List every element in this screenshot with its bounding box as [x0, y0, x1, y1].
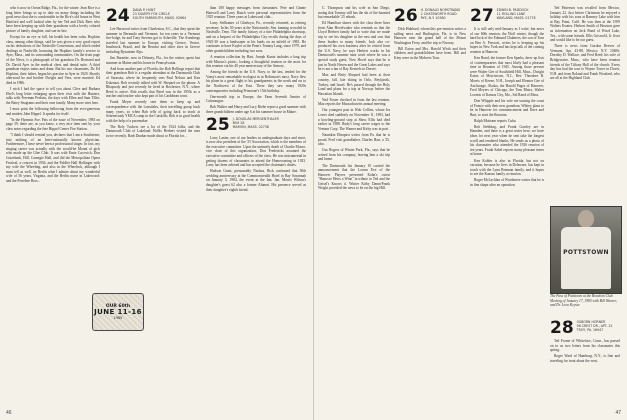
- left-column-3: [206, 6, 306, 406]
- right-column-1: [318, 6, 390, 406]
- secretary-address: 23 SILVERY FOX CIRCLE: [132, 12, 170, 16]
- paragraph: Bob Stebbing, and Frank Gawley are in Hamden, and there is a great series here; we have ideas for next year when he sent take the longest scroll and rendered blanks. He sends us a photo of his classmates who attended the 1926 reunion of ten years. Frank Sabel reports many pleasant times at home.: [470, 124, 544, 157]
- page-number-left: 46: [6, 410, 12, 416]
- badge-line-3: 1985: [113, 316, 123, 321]
- paragraph: Max and Betty Shepard had been at their country, fall, late skiing in Oslo, Reykjavik, Turkey, and Israel. He's passed through the Holy Land and plans for a trip at Norway before the Hawaiian Islands.: [318, 73, 390, 96]
- paragraph: Bill Eaton and Mrs. Harold Wirth and their children and grandchildren have been. Bill and Kiny were in the Midwest Tour.: [394, 46, 466, 61]
- class-year-number: 25: [206, 114, 230, 135]
- class-header: [206, 114, 306, 135]
- class-header: [394, 8, 466, 24]
- paragraph: Ken Bond, the former Ken Sparks, drew up lists of contemporaries that most likely had a pleasant time in Reunion of 1945. Among those present were Walter Gee of Southfield Hill, Mass., Dwight Eaton of Morristown, N.J., Rev. Theodore B. Morris of Keene, N.H., Joseph and Eleanor Gee of Anchorage, Alaska, the Harold Pages of Hanover, Fred Meyers of Chicago, the Tom Blairs, Walter Loomis of Kansas City, Mo., Sid Rand of Mass.: [470, 56, 544, 97]
- secretary-address: BOX 28: [232, 120, 245, 125]
- paragraph: There is news from Gordon Reeves of Vermont, Apt. 43-88, Mexico, N.Y. 10406: Dorothy D. Wallace, and Fred Reed, his wife of Bridgewater, Mass., who have been reunion friends of the Tiffany Hall of the church. Every day has had the tour to Wayne Tower in Dover, N.H. and from Roland and Frank Woodard, who are all at the Highland Club.: [550, 44, 620, 81]
- paragraph: who is now in Ocean Ridge, Fla., for the winter. Jean Rice is a long letter brings us up to date on many things including the good news that she is comfortable in the Rice's old house in West Hartford and well looked after by her Ted and Dick Rees who have been keeping up with their grandsons with a lovely colored picture of family daughter, and son-in-law.: [6, 6, 100, 33]
- secretary-name: H. DONALD NORSTRAND: [420, 8, 460, 12]
- paragraph: Don Whipple and his wife are touring the coast of France with their new grandson; Whitey plans to be in Hanover for commencement and Dave and Burt, to start the Reunion.: [470, 98, 544, 117]
- class-photo: [550, 206, 622, 294]
- secretary-city: SOUTH YARMOUTH, MASS. 02664: [132, 16, 187, 20]
- paragraph: I must print the following bellowing from the ever-generous and modest John Hippel. It speaks for itself:: [6, 106, 100, 116]
- class-header: [106, 8, 200, 24]
- class-secretary-info: [497, 8, 536, 20]
- secretary-city: RYE, N.Y. 10580: [420, 16, 446, 20]
- paragraph: Roger Ward of Hamburg, N.Y., is fine and traveling for trout about the west.: [550, 354, 620, 363]
- paragraph: A reunion collection by Hart, Joseph Kuntz includes a long trip with Marcus's picnic, looking a thoughtful reunion as the most for this reunion via his 40 year anniversary of the Armory.: [206, 54, 306, 69]
- right-column-4-lower: [550, 318, 620, 408]
- paragraph: Ralph Mottram reports Cuba.: [474, 118, 517, 123]
- paragraph: than 100 happy messages from classmates. Pete and Ginnie Hartwell and Larry Rauch were personal representatives from the 1925 reunion. Three years at Lakewood club...: [206, 6, 306, 20]
- class-year-number: 26: [394, 6, 418, 26]
- class-secretary-info: [421, 8, 460, 20]
- paragraph: Jim Barnette, now in Delaney, Fla., for the winter, spent last summer in Maine and his home in Pennsylvania.: [106, 56, 200, 65]
- paragraph: Ted Frome of Whiteface, Conn., has passed on to us two letters from his classmates this spring.: [550, 339, 620, 353]
- secretary-address: 2 CHATSWORTH ROAD: [420, 12, 457, 16]
- secretary-city: WAYLAND, MASS. 01778: [496, 16, 536, 20]
- paragraph: Ed Hamilton shares with the class these lines from Alan Hovelwaker who reminds us that the Lloyd Herbert family had to write that we made trip to see his daughter in the east and saw that these leaders to many friends. Jack also co-produced his own business after he retired from the U.S. Navy, he says Herbert works in his Dartmouth's summer tutor work where he was a special study guest. Now Hovel says that he is just in North Haven and the Great Lakes and says he is not a fan of Bay Kestrels in Dorset.: [318, 21, 390, 72]
- paragraph: Frank Meyer recently sent them to keep up and correspondence with the Lonsdales, their travelling group back many years, so when Bob tells of going back to teach at Schenectady YMCA camp in the Catskills; Bob is in good health with the help of a pacemaker.: [106, 100, 200, 123]
- secretary-name: EDWIN B. PADDOCK: [496, 8, 529, 12]
- paragraph: Hudson Grant, presumably Nashua, Rick continued that 50th wedding anniversary at the Commonwealth Hotel in Bay Savannah on January 3, 1984, the event at the Inn. Jan. Morris Wilson's daughter's guest 62 also a former Alumni. His presence served as their daughter's eighth friend.: [206, 169, 306, 192]
- person-head: [578, 210, 594, 228]
- paragraph: Ted Patterson was recalled from Mexico, January 22. Just before Christmas he enjoyed a holiday with his sons at Ramsey Lake with him at Bay Point, Calif. He was then at the 1959 Walters Estates. Herbert Smith of Houston gave us information on Jack Bond of Wood Lake, Tex., with some friends. Ellis Griswold, Jr. lives and would like to be our guest.: [550, 6, 620, 43]
- class-header: [550, 320, 620, 336]
- class-year-number: 27: [470, 6, 494, 26]
- class-secretary-info: [577, 320, 613, 332]
- reunion-badge: [92, 293, 144, 331]
- class-year-number: 28: [550, 318, 574, 338]
- class-secretary-info: [233, 117, 279, 129]
- paragraph: The Dartmouth list January 10 carried the announcement that the Lorum Eve of the Hanover Players presented Kahn's cutest "Hanover Heirs a Wine" in tribute to Ted and the Geisel's Knows it. Winter Kirby Dame/Frank Wright provided the news to be on the big Hill.: [318, 163, 390, 191]
- paragraph: Ken Kobler is also in Florida, but not on vacation, because he lives in Delaware, has kept in touch with the Lynn Brennan family, and it hopes to see the Kansas family at reunion.: [470, 158, 544, 177]
- right-page: [314, 0, 627, 420]
- left-column-1: [6, 6, 100, 406]
- class-header: [470, 8, 544, 24]
- paragraph: "I think I should remind you, declares that I am a Southerner, into nothing of an Inter-nationally known physician. Furthermore, I have never been a professional singer. In fact, my singing career was actually with the would-be Mount of girls who made up the Glee Club. It was with Ernie Cucovich, Don Gotzebark, Hill, Carnegie Hall, and did the Metropolitan Opera Festival, a concert in 1936, and the Fiddler Hall Hollinger with my wife the Wheeling, and also in the Wheelock, although I must tell as well, on Berlin what I admire about my wonderful wife of 56 years, Virginia, and the Berlin nurse in Lakewood: and the Ferrebee Bros...: [6, 132, 100, 183]
- paragraph: Naumkin Elmquist writes from Pa. that he is proud. Fred visit grandfather, Charles Hart, a '25, also.: [318, 132, 390, 147]
- paragraph: Bob Walker and Harry and Lucy Riebe report a good summer with three grandchildren under age 6 at his summer house in Maine.: [206, 105, 306, 114]
- badge-line-2: JUNE 11-16: [94, 307, 142, 316]
- secretary-city: TROY, PA. 16947: [576, 328, 604, 332]
- badge-line-1: OUR 60th: [105, 303, 131, 309]
- paragraph: Larry Lanier, one of our leaders in undergraduate days and since, is now also president of the '25 Association, which is the members of the executive committee. Upon the untimely death of Charlie Moore, vice chair of this organization, Don Fredericks assumed the executive committee and officers of the class. He was instrumental in getting dozens of classmates to attend the Homecoming in 1923. Larry has been advised and has accepted the chairman's duties.: [206, 135, 306, 168]
- photo-caption: The Pass of Pottstown at the Bowdoin Club Meeting of January 17, 1985 with Bill Warner, and Dr. Leon Keyser.: [550, 294, 617, 307]
- person-shirt: [561, 227, 611, 289]
- secretary-name: OSBORN HORNER: [576, 320, 606, 324]
- secretary-city: MARION, MASS. 02738: [232, 124, 269, 129]
- paragraph: Gus Rogers of Winter Park, Fla., says that he retired from his company, leaving him a ski trip and home.: [318, 148, 390, 162]
- right-column-3: [470, 6, 544, 406]
- paragraph: C. Thompson and his wife in San Diego, noting that Tommy still has the ski of the haunted but remarkable '25 rehash.: [318, 6, 390, 20]
- secretary-address: 11 ROLLING LANE: [496, 12, 526, 16]
- page-number-right: 47: [615, 410, 621, 416]
- paragraph: One-month trip in Europe, the Farm Seventh Armies of Cattaraugus.: [206, 94, 306, 104]
- right-column-2: [394, 6, 466, 406]
- paragraph: Larry Seilhamer of Gladwyn, Pa., recently returned, as retiring secretary. In his 50 years at the Nationwide, Sen. fanning crowded in Nashville, Tenn. The family history of a fine Philadelphia shortstop, and on a bequest of the Philadelphia City recalls during the days of 1925-30 was a landscaper at his lands on an infield of 1983. He continues to have Kuyler at the Penn's Tommy Lang, since 1979, and other grandchildren including two sons.: [206, 21, 306, 53]
- paragraph: The Roly Tuckers see a lot of the 1924 folks, and the Dartmouth Club of Lakeland. Hollis Herbert visited the area twice recently. Barb Dunbar made about to Florida for...: [106, 124, 200, 139]
- class-year-number: 24: [106, 6, 130, 26]
- paragraph: Our youngest past in Wob Collins, whose Ira Lester died suddenly on November 11, 1983, had a bowling-ground stop at Shea; Ellis had died earlier in 1988. Rudy's long career wages to the Ventnor Corp. The Wamer and Kirby was in part.: [318, 108, 390, 131]
- paragraph: "In the Hyannis Ave. Pats of the issue of November, 1983 on page 39, there are, as you know, a very nice item sent by your class notes regarding the fine Hippel Center Fire Station.: [6, 117, 100, 131]
- paragraph: Lee Harwood writes from Charleston, S.C., that they spent the summer in Bermuda and Vermont; for ten years in a Vermont fire-lodge, he and Tony Stevens got to Asheville. The Asenbergs traveled last summer to Europe, visiting Greece, Venice, Innsbruck, Brazil, and the Bernini and other sites in Greece including Byzantine Alps.: [106, 27, 200, 54]
- class-secretary-info: [133, 8, 186, 20]
- secretary-name: J. DOUGLAS MERGENTHALER: [232, 116, 279, 121]
- paragraph: It is still only mid-January as I write, but news of our 60th reunion, the Wolf winter, though the hard luck of the Edmund Chalmers, the son of Tom on Ben A. Prescott, writes he is keeping up his hopes in New York and has kept talk of the coming reunion at Hanover.: [470, 27, 544, 54]
- paragraph: Among the friends in the U.S. Navy, to the last, tended for the Vamy's most remarkable ecologist in in Robinson's most. Navy flew his plane in a great flight to his grandparents in the north and on to the Northwest of the East. There they saw many 1920s contemporaries including Prinstone's 15th birthday.: [206, 70, 306, 93]
- paragraph: Dick Hubbard, whom this pre-reunion writes a sailing news and Burlington, Fla. is in New Hanover near the grand hall of the Mount Washington Ferry, and the trip to Norway.: [394, 27, 466, 45]
- paragraph: Except for an eye or fall, his health has been calm. Hopkins class, among other things, said he was given a very good report on his deductions of the Nashville Convention, and which ended dealings in Nashville, honoring the Hopkins family's service to Ayer, Mass., and its surrounding communities. On the front page of the News, is a photograph of his grandson Dr. Bertrand and Dr. David Ayer in the medical chest and dental suite. A third grandson enjoys trains and drum. But his two classmates, Dr. Ed Hopkins, their father, began his practice in Ayer in 1929. Shortly afterward he and brother Dwight and Vera, were married. Ed died in 1986.: [6, 35, 100, 85]
- paragraph: I wish I had the space to tell you about Clive and Barbara Ebel's long letter enlarging upon their visit with the Hunters, talks with Freeman Perkins, the days with Ellen and Sam Tiller, the Batey Seagrams and their own family. Many more sites here.: [6, 87, 100, 105]
- paragraph: Roger McLachlan of Woodmere writes that he is in fine shape after an operation.: [470, 178, 544, 187]
- reunion-badge-area: [92, 292, 144, 332]
- paragraph: And from another part of Florida, the Bob Hollings report that their grandson Bob is a regular attendant at the Dartmouth Club of Sarasota, where he frequently sees Paul Nelson and Ken Eskenazi. Bob recently talked with W. Shepard on the phone. A Rhapsody and just recently he lived in Rochester, N.Y., where Reed is active. Bob recalls that Reed was in the 1950s as a teacher and teacher who kept part of his Caribbean town.: [106, 66, 200, 99]
- paragraph: Ned Foster checked in from the last reunion. Max reports the Massachusetts annual meeting.: [318, 97, 390, 107]
- left-column-2: [106, 6, 200, 406]
- secretary-address: 96 CREST DR., APT. 21: [576, 324, 613, 328]
- shirt-lettering: POTTSTOWN: [563, 249, 609, 256]
- secretary-name: DANA P. HUNT: [132, 8, 156, 12]
- right-column-4: [550, 6, 620, 206]
